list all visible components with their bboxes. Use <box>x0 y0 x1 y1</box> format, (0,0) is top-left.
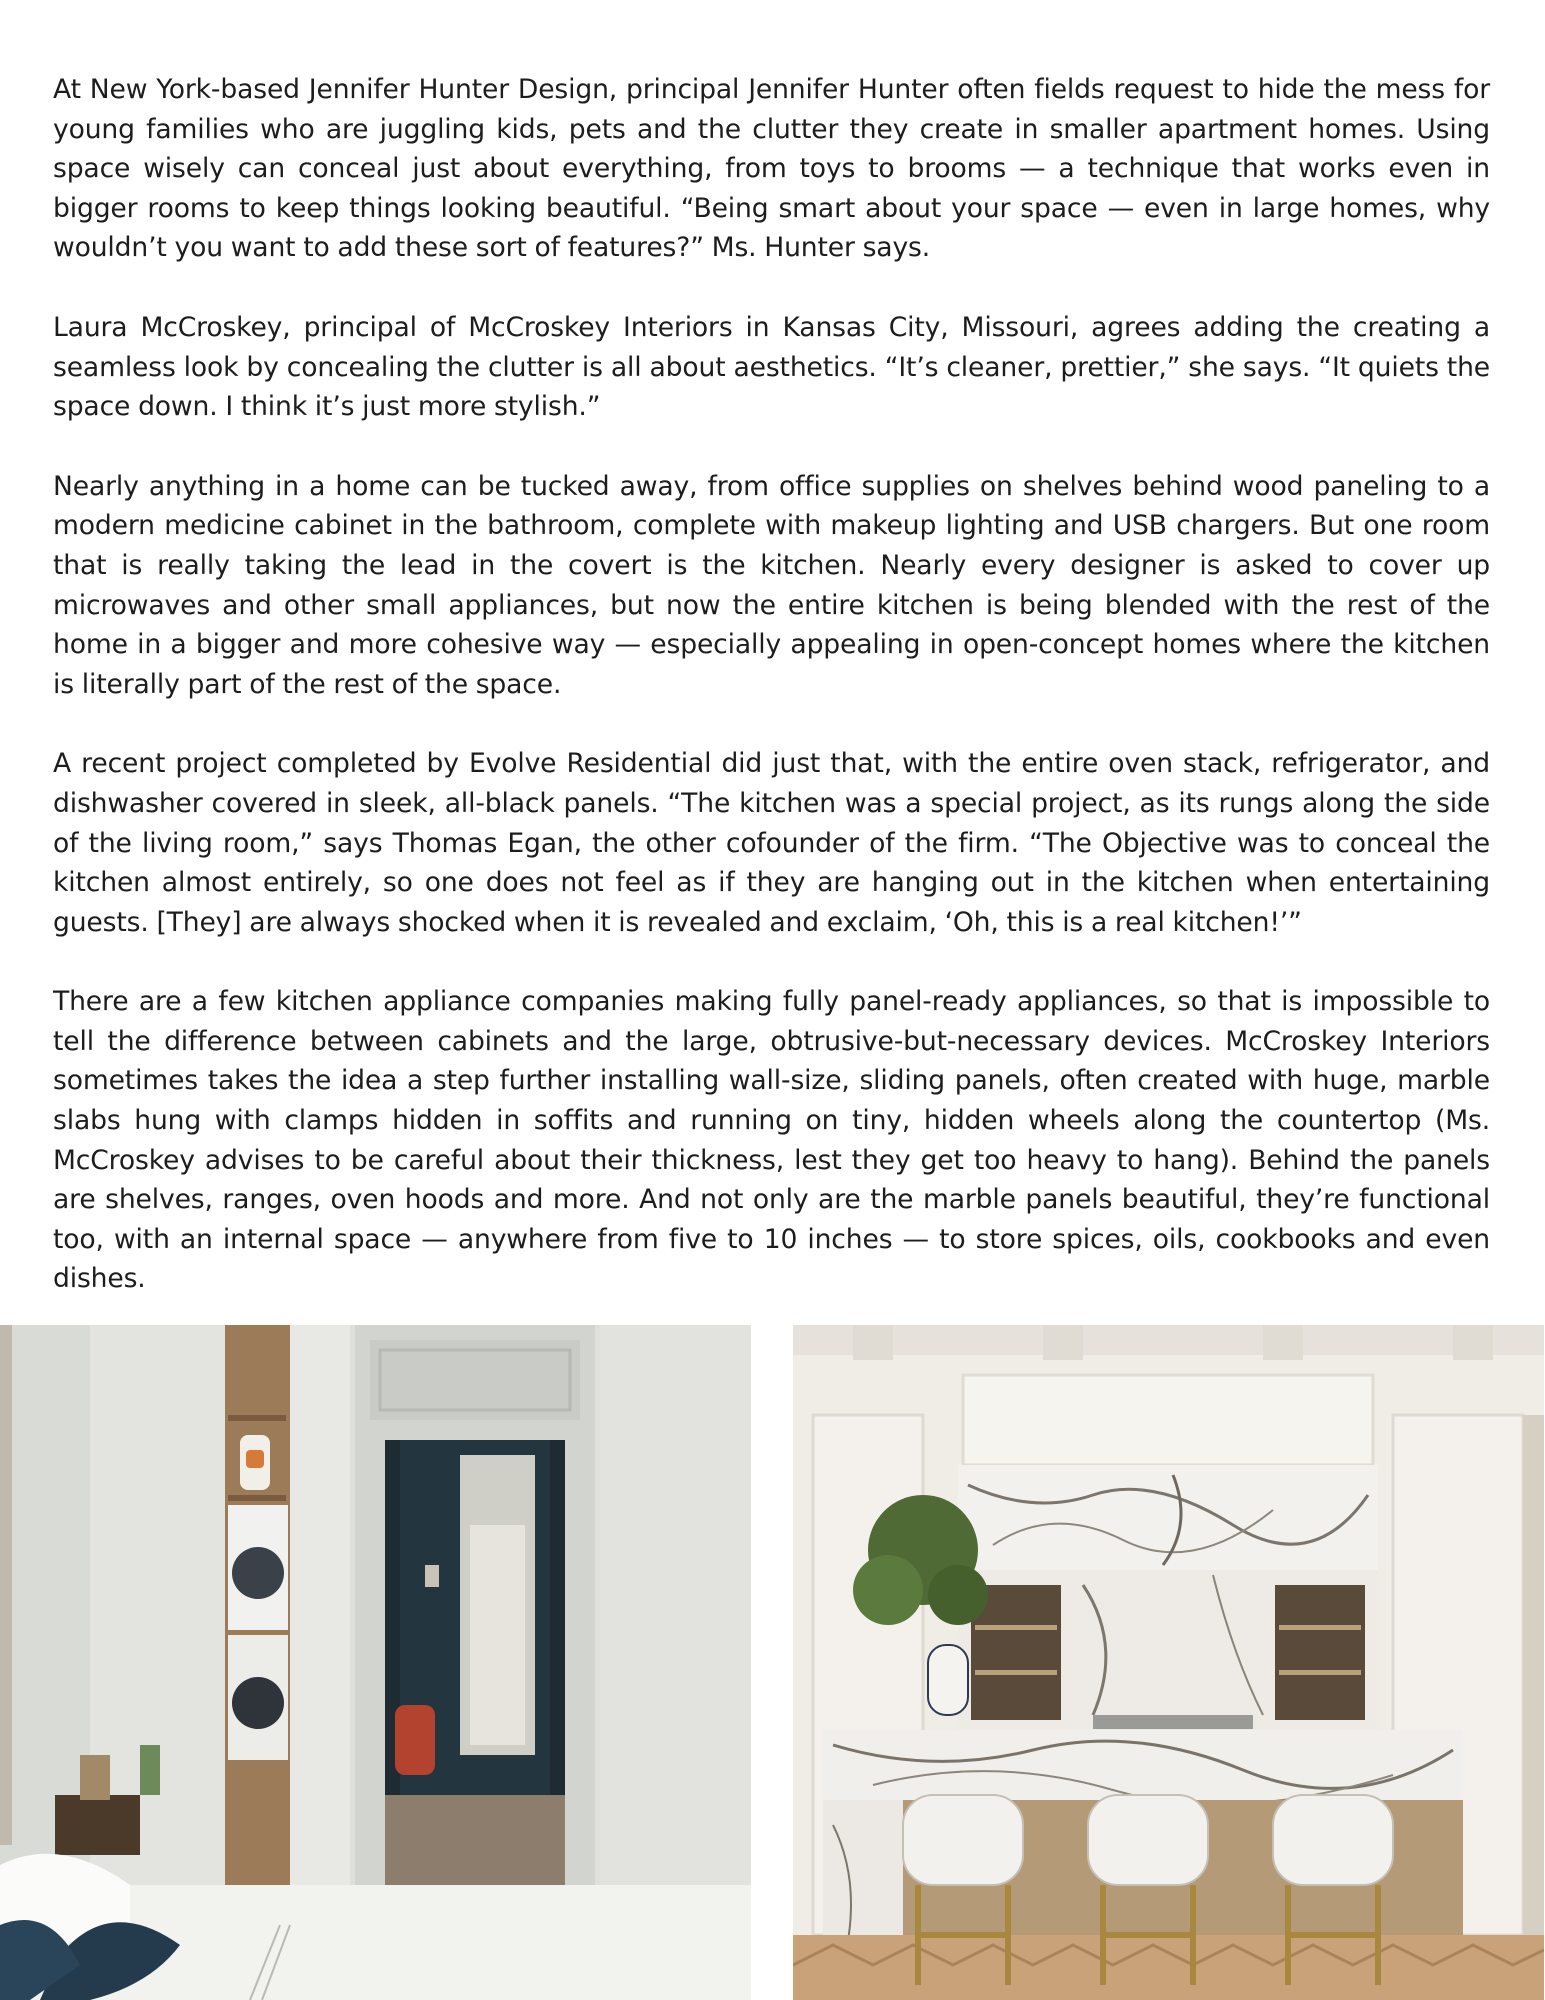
marble-kitchen-photo <box>793 1325 1544 2000</box>
paragraph-evolve-residential: A recent project completed by Evolve Residential did just that, with the entire oven stack, refrigerator, and dishwasher covered in sleek, all-black panels. “The kitchen was a special project, as its rungs along the side of the living room,” says Thomas Egan, the other cofounder of the firm. “The Objective was to conceal the kitchen almost entirely, so one does not feel as if they are hanging out in the kitchen when entertaining guests. [They] are always shocked when it is revealed and exclaim, ‘Oh, this is a real kitchen!’” <box>53 748 1490 938</box>
paragraph-panel-ready-appliances: There are a few kitchen appliance companies making fully panel-ready appliances, so that is impossible to tell the difference between cabinets and the large, obtrusive-but-necessary devices. McCroskey Interiors sometimes takes the idea a step further installing wall-size, sliding panels, often created with huge, marble slabs hung with clamps hidden in soffits and running on tiny, hidden wheels along the countertop (Ms. McCroskey advises to be careful about their thickness, lest they get too heavy to hang). Behind the panels are shelves, ranges, oven hoods and more. And not only are the marble panels beautiful, they’re functional too, with an internal space — anywhere from five to 10 inches — to store spices, oils, cookbooks and even dishes. <box>53 986 1490 1295</box>
paragraph-laura-mccroskey: Laura McCroskey, principal of McCroskey Interiors in Kansas City, Missouri, agrees adding the creating a seamless look by concealing the clutter is all about aesthetics. “It’s cleaner, prettier,” she says. “It quiets the space down. I think it’s just more stylish.” <box>53 311 1490 423</box>
paragraph-hidden-kitchen: Nearly anything in a home can be tucked away, from office supplies on shelves behind wood paneling to a modern medicine cabinet in the bathroom, complete with makeup lighting and USB chargers. But one room that is really taking the lead in the covert is the kitchen. Nearly every designer is asked to cover up microwaves and other small appliances, but now the entire kitchen is being blended with the rest of the home in a bigger and more cohesive way — especially appealing in open-concept homes where the kitchen is literally part of the rest of the space. <box>53 470 1490 700</box>
article-body <box>53 70 1490 1339</box>
bedroom-laundry-photo <box>0 1325 751 2000</box>
paragraph-jennifer-hunter: At New York-based Jennifer Hunter Design, principal Jennifer Hunter often fields request to hide the mess for young families who are juggling kids, pets and the clutter they create in smaller apartment homes. Using space wisely can conceal just about everything, from toys to brooms — a technique that works even in bigger rooms to keep things looking beautiful. “Being smart about your space — even in large homes, why wouldn’t you want to add these sort of features?” Ms. Hunter says. <box>53 74 1490 264</box>
